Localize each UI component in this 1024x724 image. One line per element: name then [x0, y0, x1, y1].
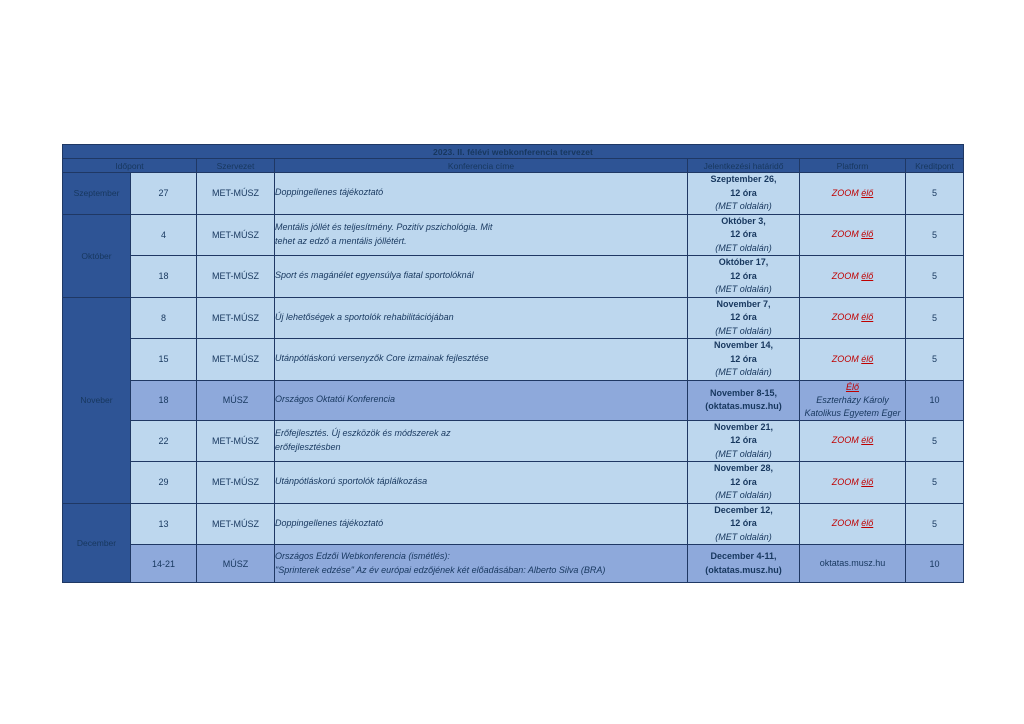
- deadline-note: (MET oldalán): [715, 242, 772, 253]
- column-header-idopont: Időpont: [63, 159, 197, 173]
- column-header-jelentkezesi-hatarido: Jelentkezési határidő: [688, 159, 800, 173]
- credit-points-cell: 5: [906, 256, 964, 298]
- venue-name: Eszterházy Károly Katolikus Egyetem Eger: [804, 394, 901, 418]
- credit-points-cell: 5: [906, 297, 964, 339]
- column-header-konferencia-cime: Konferencia címe: [275, 159, 688, 173]
- live-stream-link[interactable]: élő: [861, 229, 874, 240]
- day-cell: 18: [131, 256, 197, 298]
- conference-title-cell: Országos Oktatói Konferencia: [275, 380, 688, 420]
- conference-title-cell: Utánpótláskorú sportolók táplálkozása: [275, 462, 688, 504]
- zoom-platform-label: ZOOM: [831, 270, 859, 281]
- zoom-platform-label: ZOOM: [831, 435, 859, 446]
- platform-cell[interactable]: [800, 173, 906, 215]
- deadline-note: (MET oldalán): [715, 531, 772, 542]
- table-row: [63, 545, 964, 583]
- platform-cell[interactable]: [800, 214, 906, 256]
- live-stream-link[interactable]: élő: [861, 312, 874, 323]
- organizer-cell: MET-MÚSZ: [197, 503, 275, 545]
- table-title-row: [63, 145, 964, 159]
- organizer-cell: MET-MÚSZ: [197, 173, 275, 215]
- live-stream-link[interactable]: élő: [861, 353, 874, 364]
- deadline-cell: Október 17, 12 óra (MET oldalán): [688, 256, 800, 298]
- zoom-platform-label: ZOOM: [831, 187, 859, 198]
- zoom-platform-label: ZOOM: [831, 476, 859, 487]
- platform-cell[interactable]: [800, 462, 906, 504]
- conference-title-cell: Erőfejlesztés. Új eszközök és módszerek az erőfejlesztésben: [275, 420, 688, 462]
- day-cell: 22: [131, 420, 197, 462]
- credit-points-cell: 5: [906, 503, 964, 545]
- organizer-cell: MET-MÚSZ: [197, 339, 275, 381]
- column-header-szervezet: Szervezet: [197, 159, 275, 173]
- credit-points-cell: 10: [906, 380, 964, 420]
- platform-cell: [800, 545, 906, 583]
- credit-points-cell: 5: [906, 462, 964, 504]
- deadline-note: (MET oldalán): [715, 284, 772, 294]
- deadline-cell: November 8-15, (oktatas.musz.hu): [688, 380, 800, 420]
- conference-title-cell: Doppingellenes tájékoztató: [275, 503, 688, 545]
- day-cell: 14-21: [131, 545, 197, 583]
- conference-title-cell: Utánpótláskorú versenyzők Core izmainak fejlesztése: [275, 339, 688, 381]
- live-stream-link[interactable]: élő: [861, 270, 874, 281]
- live-stream-link[interactable]: élő: [861, 518, 874, 529]
- organizer-cell: MET-MÚSZ: [197, 297, 275, 339]
- day-cell: 29: [131, 462, 197, 504]
- credit-points-cell: 5: [906, 339, 964, 381]
- platform-cell[interactable]: [800, 380, 906, 420]
- month-label-cell: Szeptember: [63, 173, 131, 215]
- platform-url-label: oktatas.musz.hu: [819, 558, 886, 569]
- organizer-cell: MÚSZ: [197, 545, 275, 583]
- deadline-note: (MET oldalán): [715, 367, 772, 377]
- deadline-cell: November 28, 12 óra (MET oldalán): [688, 462, 800, 504]
- deadline-cell: December 4-11, (oktatas.musz.hu): [688, 545, 800, 583]
- conference-title-cell: Országos Edzői Webkonferencia (ismétlés): "Sprinterek edzése" Az év európai edzőjének két előadásában: Alberto Silva (BRA): [275, 545, 688, 583]
- organizer-cell: MET-MÚSZ: [197, 214, 275, 256]
- day-cell: 13: [131, 503, 197, 545]
- credit-points-cell: 5: [906, 173, 964, 215]
- live-stream-link[interactable]: Élő: [845, 381, 859, 392]
- conference-title-cell: Doppingellenes tájékoztató: [275, 173, 688, 215]
- table-row: [63, 503, 964, 545]
- conference-title-cell: Mentális jóllét és teljesítmény. Pozitív pszichológia. Mit tehet az edző a mentális jóllétért.: [275, 214, 688, 256]
- organizer-cell: MET-MÚSZ: [197, 420, 275, 462]
- zoom-platform-label: ZOOM: [831, 312, 859, 323]
- deadline-note: (MET oldalán): [715, 201, 772, 211]
- schedule-table-container: [62, 144, 963, 583]
- zoom-platform-label: ZOOM: [831, 229, 859, 240]
- document-title: 2023. II. félévi webkonferencia tervezet: [63, 145, 964, 159]
- table-row: [63, 173, 964, 215]
- schedule-table-body: [63, 173, 964, 583]
- conference-title-cell: Sport és magánélet egyensúlya fiatal sportolóknál: [275, 256, 688, 298]
- deadline-note: (MET oldalán): [715, 448, 772, 459]
- deadline-cell: November 14, 12 óra (MET oldalán): [688, 339, 800, 381]
- day-cell: 15: [131, 339, 197, 381]
- deadline-cell: November 21, 12 óra (MET oldalán): [688, 420, 800, 462]
- live-stream-link[interactable]: élő: [861, 187, 874, 198]
- month-label-cell: Noveber: [63, 297, 131, 503]
- month-label-cell: Október: [63, 214, 131, 297]
- table-row: [63, 462, 964, 504]
- credit-points-cell: 5: [906, 420, 964, 462]
- day-cell: 8: [131, 297, 197, 339]
- deadline-note: (MET oldalán): [715, 325, 772, 336]
- table-row: [63, 256, 964, 298]
- table-row: [63, 420, 964, 462]
- deadline-cell: Október 3, 12 óra (MET oldalán): [688, 214, 800, 256]
- live-stream-link[interactable]: élő: [861, 435, 874, 446]
- table-row: [63, 297, 964, 339]
- platform-cell[interactable]: [800, 503, 906, 545]
- platform-cell[interactable]: [800, 297, 906, 339]
- live-stream-link[interactable]: élő: [861, 476, 874, 487]
- webconference-schedule-table: [62, 144, 964, 583]
- table-row: [63, 339, 964, 381]
- deadline-cell: December 12, 12 óra (MET oldalán): [688, 503, 800, 545]
- deadline-note: (MET oldalán): [715, 490, 772, 501]
- organizer-cell: MÚSZ: [197, 380, 275, 420]
- column-header-platform: Platform: [800, 159, 906, 173]
- platform-cell[interactable]: [800, 256, 906, 298]
- column-header-row: [63, 159, 964, 173]
- table-row: [63, 214, 964, 256]
- credit-points-cell: 5: [906, 214, 964, 256]
- month-label-cell: December: [63, 503, 131, 583]
- day-cell: 27: [131, 173, 197, 215]
- zoom-platform-label: ZOOM: [831, 518, 859, 529]
- zoom-platform-label: ZOOM: [831, 353, 859, 364]
- day-cell: 18: [131, 380, 197, 420]
- column-header-kreditpont: Kreditpont: [906, 159, 964, 173]
- organizer-cell: MET-MÚSZ: [197, 256, 275, 298]
- organizer-cell: MET-MÚSZ: [197, 462, 275, 504]
- day-cell: 4: [131, 214, 197, 256]
- deadline-cell: Szeptember 26, 12 óra (MET oldalán): [688, 173, 800, 215]
- deadline-cell: November 7, 12 óra (MET oldalán): [688, 297, 800, 339]
- platform-cell[interactable]: [800, 339, 906, 381]
- table-row: [63, 380, 964, 420]
- credit-points-cell: 10: [906, 545, 964, 583]
- conference-title-cell: Új lehetőségek a sportolók rehabilitációjában: [275, 297, 688, 339]
- platform-cell[interactable]: [800, 420, 906, 462]
